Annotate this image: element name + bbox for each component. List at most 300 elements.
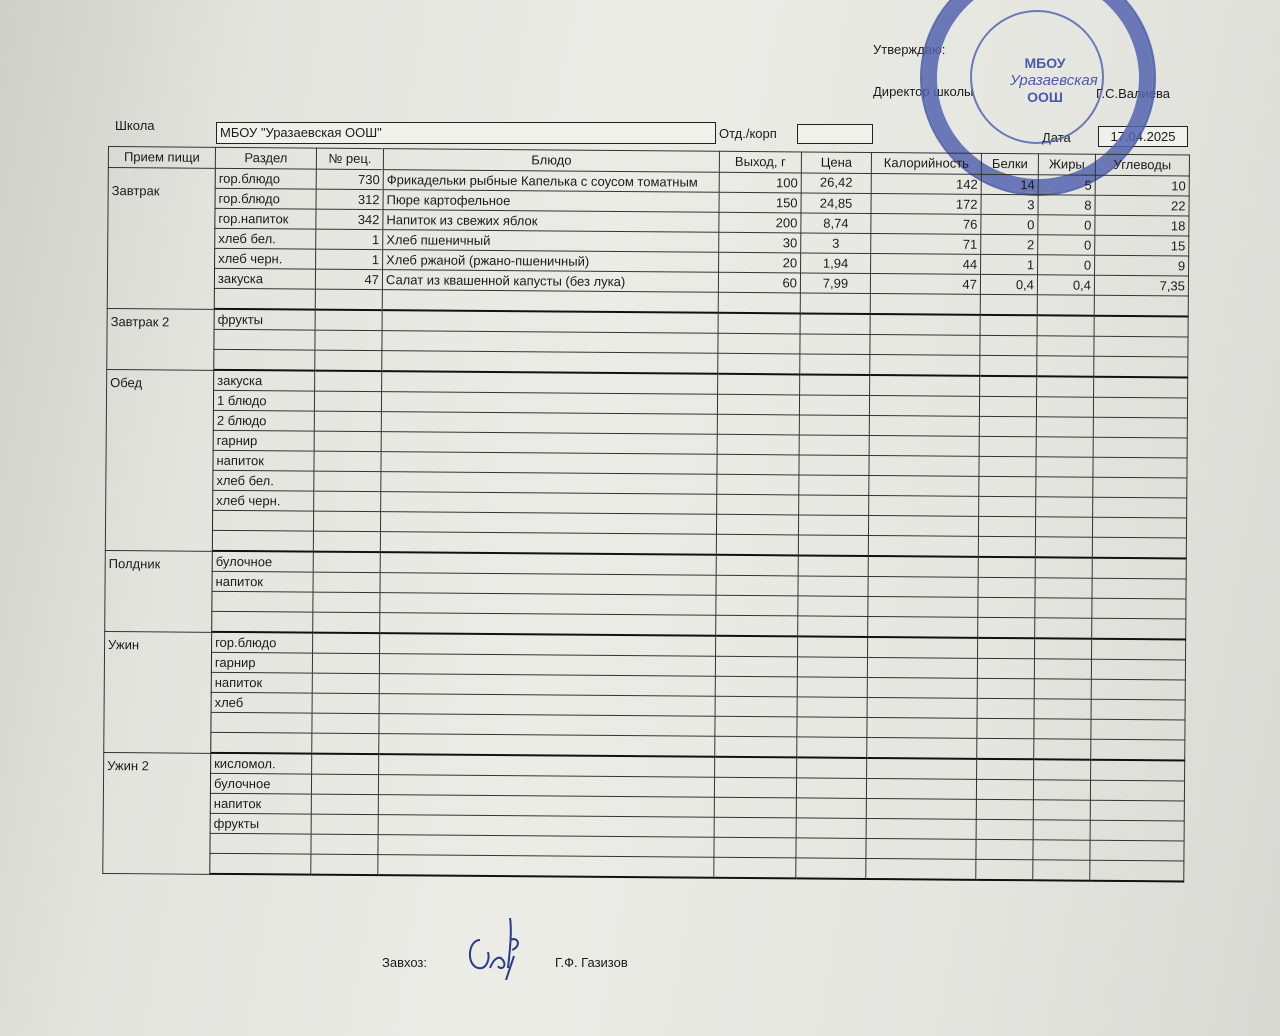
cell-fat [1035, 557, 1092, 578]
cell-fat [1036, 477, 1093, 497]
date-field: 17.04.2025 [1098, 126, 1188, 147]
stamp-signature: Уразаевская [1010, 72, 1098, 89]
cell-carb [1094, 295, 1188, 316]
menu-table [102, 146, 1190, 882]
cell-fat [1033, 840, 1090, 860]
cell-dish [378, 815, 714, 838]
meal-name: Ужин [104, 631, 212, 753]
cell-carb [1093, 497, 1187, 518]
cell-section: 1 блюдо [213, 390, 314, 411]
cell-rec [314, 451, 381, 472]
cell-section: фрукты [210, 813, 311, 834]
cell-carb [1090, 780, 1184, 801]
cell-rec [312, 673, 379, 694]
cell-rec [311, 794, 378, 815]
cell-section: гор.блюдо [215, 188, 316, 209]
cell-rec [315, 310, 382, 331]
cell-prot [977, 698, 1034, 718]
cell-prot [979, 476, 1036, 496]
cell-dish: Напиток из свежих яблок [383, 210, 719, 233]
cell-out [718, 292, 800, 313]
cell-out [715, 736, 797, 757]
cell-dish [380, 593, 716, 616]
cell-price [796, 778, 866, 799]
cell-prot [978, 638, 1035, 659]
cell-cal [869, 395, 979, 416]
cell-prot: 1 [981, 254, 1038, 274]
cell-prot [977, 658, 1034, 678]
cell-section: гарнир [211, 652, 312, 673]
cell-dish [381, 452, 717, 475]
cell-price: 1,94 [801, 253, 871, 274]
cell-dish: Салат из квашенной капусты (без лука) [382, 270, 718, 293]
cell-rec [313, 552, 380, 573]
cell-prot: 0,4 [980, 274, 1037, 294]
cell-cal [866, 818, 976, 839]
cell-prot [977, 678, 1034, 698]
cell-dish [382, 351, 718, 374]
director-name: Г.С.Валиева [1096, 86, 1171, 101]
cell-price [796, 818, 866, 839]
steward-label: Завхоз: [382, 955, 427, 970]
cell-prot [978, 577, 1035, 597]
cell-fat [1036, 497, 1093, 517]
cell-price [796, 798, 866, 819]
cell-dish [381, 492, 717, 515]
cell-fat [1033, 860, 1090, 881]
cell-dish [379, 754, 715, 777]
cell-rec [315, 371, 382, 392]
meal-name: Завтрак 2 [107, 308, 214, 370]
cell-price [797, 697, 867, 718]
cell-dish [381, 472, 717, 495]
cell-out [717, 434, 799, 455]
cell-prot [978, 557, 1035, 578]
cell-section [212, 611, 313, 632]
cell-carb [1091, 679, 1185, 700]
cell-rec [314, 491, 381, 512]
cell-out [717, 494, 799, 515]
cell-cal [867, 758, 977, 779]
cell-price [798, 515, 868, 536]
cell-carb [1092, 598, 1186, 619]
cell-rec [313, 531, 380, 552]
cell-price [796, 838, 866, 859]
cell-cal [869, 475, 979, 496]
cell-rec [313, 612, 380, 633]
cell-fat [1034, 699, 1091, 719]
cell-price [796, 858, 866, 879]
cell-dish [382, 331, 718, 354]
cell-section [212, 591, 313, 612]
cell-cal [868, 576, 978, 597]
cell-rec [311, 774, 378, 795]
cell-carb [1090, 860, 1184, 881]
cell-out: 30 [719, 232, 801, 253]
cell-fat [1033, 820, 1090, 840]
column-header: Калорийность [871, 152, 981, 174]
stamp-mbou: МБОУ [1024, 55, 1066, 71]
cell-out [717, 454, 799, 475]
cell-cal [869, 455, 979, 476]
cell-prot [979, 416, 1036, 436]
cell-section: гор.напиток [215, 208, 316, 229]
dept-field [797, 124, 873, 144]
cell-prot [976, 799, 1033, 819]
cell-prot: 14 [981, 174, 1038, 194]
cell-out [716, 555, 798, 576]
stamp-oosh: ООШ [1027, 89, 1063, 105]
cell-out: 200 [719, 212, 801, 233]
cell-price [797, 757, 867, 778]
cell-price [798, 596, 868, 617]
cell-carb: 15 [1095, 235, 1189, 256]
cell-price [798, 616, 868, 637]
meal-name: Обед [105, 369, 213, 551]
cell-dish: Хлеб пшеничный [383, 230, 719, 253]
cell-section [212, 530, 313, 551]
cell-cal: 71 [871, 233, 981, 254]
cell-carb [1094, 316, 1188, 337]
cell-dish [380, 633, 716, 656]
cell-cal [869, 415, 979, 436]
cell-section: гор.блюдо [212, 632, 313, 653]
cell-fat [1037, 376, 1094, 397]
cell-rec [313, 633, 380, 654]
cell-fat [1034, 759, 1091, 780]
cell-fat [1034, 679, 1091, 699]
cell-carb [1092, 558, 1186, 579]
column-header: Цена [801, 152, 871, 174]
cell-price [798, 535, 868, 556]
cell-carb: 22 [1095, 195, 1189, 216]
cell-price [799, 415, 869, 436]
cell-carb: 7,35 [1094, 275, 1188, 296]
cell-fat: 0 [1038, 255, 1095, 275]
cell-out [714, 777, 796, 798]
cell-cal: 76 [871, 213, 981, 234]
approve-label: Утверждаю: [873, 42, 946, 57]
cell-out [716, 534, 798, 555]
cell-carb [1091, 639, 1185, 660]
cell-cal: 142 [871, 173, 981, 194]
cell-price [798, 555, 868, 576]
cell-out [716, 575, 798, 596]
column-header: Жиры [1038, 154, 1095, 175]
cell-price [800, 313, 870, 334]
cell-rec [311, 854, 378, 875]
cell-rec [311, 814, 378, 835]
cell-cal [869, 495, 979, 516]
cell-section: хлеб черн. [215, 248, 316, 269]
cell-dish [379, 654, 715, 677]
cell-rec [314, 471, 381, 492]
column-header: Углеводы [1095, 154, 1189, 176]
cell-prot: 0 [981, 214, 1038, 234]
cell-section [210, 853, 311, 874]
cell-prot [980, 315, 1037, 336]
cell-carb [1092, 537, 1186, 558]
cell-carb [1091, 719, 1185, 740]
cell-out: 20 [719, 252, 801, 273]
cell-carb [1092, 618, 1186, 639]
cell-section: напиток [213, 450, 314, 471]
cell-price: 7,99 [800, 273, 870, 294]
cell-rec [315, 330, 382, 351]
cell-price [798, 636, 868, 657]
cell-out [715, 656, 797, 677]
cell-fat [1036, 457, 1093, 477]
cell-cal [867, 697, 977, 718]
cell-section: 2 блюдо [213, 410, 314, 431]
steward-name: Г.Ф. Газизов [555, 955, 628, 970]
cell-price: 26,42 [801, 173, 871, 194]
meal-name: Ужин 2 [103, 752, 211, 874]
cell-dish [382, 290, 718, 313]
cell-rec [312, 693, 379, 714]
cell-prot [978, 536, 1035, 557]
cell-rec [312, 754, 379, 775]
cell-fat [1037, 336, 1094, 356]
cell-rec [315, 350, 382, 371]
cell-cal [867, 717, 977, 738]
cell-prot [976, 839, 1033, 859]
cell-dish [380, 573, 716, 596]
cell-carb [1092, 517, 1186, 538]
cell-out [717, 394, 799, 415]
cell-section: булочное [212, 551, 313, 572]
cell-dish [381, 392, 717, 415]
cell-dish [381, 432, 717, 455]
cell-dish [379, 674, 715, 697]
cell-fat [1035, 618, 1092, 639]
cell-fat: 0 [1038, 215, 1095, 235]
cell-dish [381, 412, 717, 435]
cell-dish [378, 855, 714, 878]
cell-price [799, 395, 869, 416]
cell-prot [976, 859, 1033, 880]
cell-carb [1091, 699, 1185, 720]
cell-section [211, 732, 312, 753]
cell-carb [1091, 739, 1185, 760]
cell-fat [1035, 598, 1092, 618]
cell-section: напиток [210, 793, 311, 814]
cell-cal [868, 535, 978, 556]
cell-price: 8,74 [801, 213, 871, 234]
cell-rec: 1 [316, 229, 383, 250]
cell-section: хлеб бел. [213, 470, 314, 491]
cell-cal [868, 596, 978, 617]
cell-price [797, 737, 867, 758]
cell-section [210, 833, 311, 854]
cell-cal [866, 858, 976, 879]
cell-cal [870, 314, 980, 335]
cell-cal [869, 435, 979, 456]
cell-cal [868, 556, 978, 577]
cell-fat [1035, 537, 1092, 558]
cell-out [716, 514, 798, 535]
cell-fat [1035, 638, 1092, 659]
cell-prot [980, 355, 1037, 376]
cell-rec [312, 733, 379, 754]
cell-rec [314, 391, 381, 412]
cell-prot [980, 335, 1037, 355]
cell-out [715, 716, 797, 737]
cell-dish [380, 552, 716, 575]
cell-prot [978, 617, 1035, 638]
cell-fat: 8 [1038, 195, 1095, 215]
cell-out [714, 797, 796, 818]
cell-price [800, 354, 870, 375]
cell-section: хлеб [211, 692, 312, 713]
cell-rec: 342 [316, 209, 383, 230]
cell-out [714, 857, 796, 878]
cell-fat [1034, 739, 1091, 760]
cell-rec [315, 289, 382, 310]
cell-fat [1036, 437, 1093, 457]
cell-carb [1092, 578, 1186, 599]
cell-prot: 3 [981, 194, 1038, 214]
cell-fat [1034, 659, 1091, 679]
cell-prot [979, 496, 1036, 516]
cell-dish [380, 512, 716, 535]
column-header: Белки [981, 153, 1038, 174]
cell-prot [978, 597, 1035, 617]
cell-fat [1035, 578, 1092, 598]
cell-section [214, 288, 315, 309]
cell-out [718, 313, 800, 334]
cell-cal [868, 515, 978, 536]
cell-prot [977, 738, 1034, 759]
meal-name: Полдник [105, 550, 213, 632]
cell-dish [379, 694, 715, 717]
cell-out [716, 636, 798, 657]
cell-fat [1036, 417, 1093, 437]
cell-carb [1093, 397, 1187, 418]
cell-section: напиток [211, 672, 312, 693]
cell-price [797, 717, 867, 738]
steward-signature [460, 910, 530, 980]
cell-section: закуска [214, 370, 315, 391]
cell-carb [1093, 477, 1187, 498]
cell-dish [378, 775, 714, 798]
cell-dish [378, 835, 714, 858]
cell-rec [313, 592, 380, 613]
cell-dish [380, 532, 716, 555]
cell-dish: Хлеб ржаной (ржано-пшеничный) [383, 250, 719, 273]
column-header: Прием пищи [108, 147, 215, 169]
cell-prot [976, 819, 1033, 839]
cell-rec [313, 511, 380, 532]
cell-fat: 5 [1038, 175, 1095, 195]
cell-fat [1033, 800, 1090, 820]
cell-cal [867, 657, 977, 678]
cell-rec: 47 [315, 269, 382, 290]
cell-rec: 312 [316, 189, 383, 210]
cell-rec [314, 431, 381, 452]
cell-dish [379, 734, 715, 757]
cell-rec [313, 572, 380, 593]
cell-price [800, 374, 870, 395]
cell-fat [1037, 295, 1094, 316]
cell-carb [1091, 659, 1185, 680]
cell-fat [1037, 315, 1094, 336]
cell-dish: Фрикадельки рыбные Капелька с соусом томатным [383, 170, 719, 193]
cell-prot [980, 294, 1037, 315]
cell-carb: 9 [1095, 255, 1189, 276]
cell-out [714, 817, 796, 838]
cell-prot [978, 516, 1035, 536]
cell-carb [1090, 800, 1184, 821]
cell-rec [312, 713, 379, 734]
column-header: Раздел [215, 147, 316, 169]
dept-label: Отд./корп [719, 126, 777, 141]
cell-price [800, 334, 870, 355]
cell-out [718, 374, 800, 395]
school-name-field: МБОУ "Уразаевская ООШ" [216, 122, 716, 144]
cell-prot [979, 456, 1036, 476]
cell-section: напиток [212, 571, 313, 592]
cell-fat [1035, 517, 1092, 537]
cell-out: 60 [718, 272, 800, 293]
cell-prot [979, 396, 1036, 416]
cell-dish [382, 310, 718, 333]
cell-section [214, 329, 315, 350]
cell-cal: 47 [870, 273, 980, 294]
cell-cal [870, 354, 980, 375]
date-label: Дата [1042, 130, 1071, 145]
cell-fat [1034, 719, 1091, 739]
cell-carb: 18 [1095, 215, 1189, 236]
cell-dish [378, 795, 714, 818]
cell-price [798, 576, 868, 597]
column-header: Блюдо [383, 149, 719, 173]
cell-out [718, 333, 800, 354]
stamp-center-text [1010, 55, 1098, 106]
cell-section [212, 510, 313, 531]
cell-cal [870, 375, 980, 396]
cell-section: гор.блюдо [215, 168, 316, 189]
cell-out [718, 353, 800, 374]
cell-rec: 1 [316, 249, 383, 270]
cell-cal [867, 677, 977, 698]
cell-prot [976, 779, 1033, 799]
cell-out [714, 837, 796, 858]
cell-cal [868, 616, 978, 637]
cell-section: хлеб бел. [215, 228, 316, 249]
cell-cal [866, 838, 976, 859]
cell-cal [870, 293, 980, 314]
cell-carb [1090, 840, 1184, 861]
cell-prot [979, 436, 1036, 456]
cell-fat: 0,4 [1037, 275, 1094, 295]
cell-cal: 172 [871, 193, 981, 214]
cell-price [797, 677, 867, 698]
cell-out: 150 [719, 192, 801, 213]
cell-prot [977, 718, 1034, 738]
cell-out [716, 615, 798, 636]
cell-price: 24,85 [801, 193, 871, 214]
cell-cal [866, 778, 976, 799]
cell-section: булочное [210, 773, 311, 794]
cell-out [717, 474, 799, 495]
cell-carb [1093, 437, 1187, 458]
cell-fat: 0 [1038, 235, 1095, 255]
cell-section: гарнир [213, 430, 314, 451]
cell-dish [380, 613, 716, 636]
cell-section: закуска [214, 268, 315, 289]
cell-out [715, 696, 797, 717]
